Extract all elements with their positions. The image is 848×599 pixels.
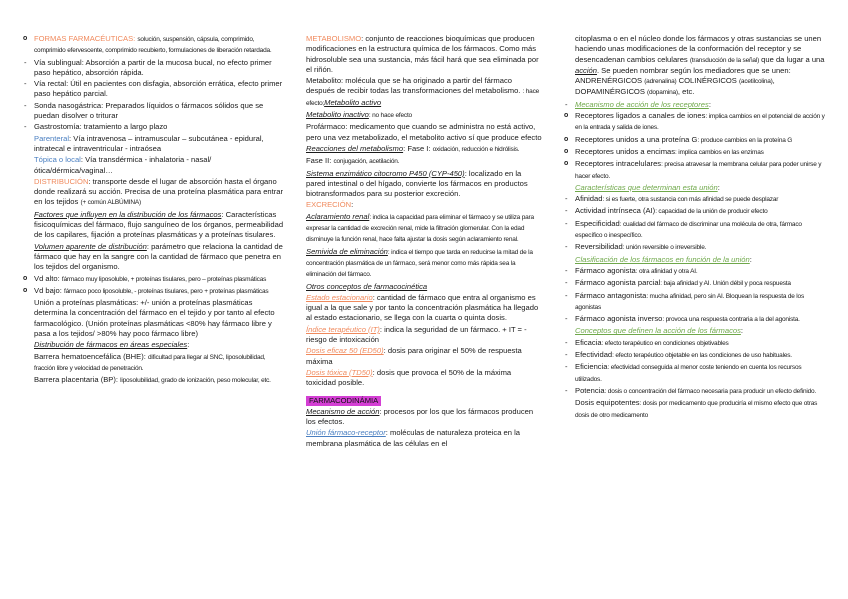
description: : Absorción a partir de la mucosa bucal, no efecto primer paso hepático, absorción rápida.	[34, 57, 272, 77]
section-heading: FARMACODINÁMIA	[306, 396, 381, 406]
list-item	[563, 266, 825, 277]
list-item	[22, 101, 284, 122]
list-item	[22, 34, 284, 57]
description: (acetilcolina)	[738, 78, 773, 86]
list-item	[22, 155, 284, 176]
description: : mucha afinidad, pero sin AI. Bloquean la respuesta de los agonistas	[575, 292, 805, 311]
description: : no hace efecto	[368, 112, 412, 120]
description: : Útil en pacientes con disfagia, absorción errática, efecto primer paso hepático parcial.	[34, 79, 283, 99]
description: solución, suspensión, cápsula, comprimido, comprimido efervescente, comprimido recubierto, formulaciones de liberación retardada.	[34, 36, 272, 55]
term: Dosis tóxica (TD50)	[306, 367, 373, 377]
description: : dosis o concentración del fármaco necesaria para producir un efecto definido.	[604, 387, 817, 395]
description: fármaco poco liposoluble, - proteínas tisulares, pero + proteínas plasmáticas	[63, 287, 269, 295]
description: : indica la capacidad para eliminar el fármaco y se utiliza para expresar la cantidad de excreción renal, mide la filtración glomerular. Con la edad disminuye la función renal, hace falta ajustar la dosis según aclaramiento renal.	[306, 213, 534, 244]
description: citoplasma o en el núcleo donde los fármacos y otras sustancias se unen haciendo unas modificaciones de la conformación del receptor y se desencadenan cambios celulares	[575, 34, 822, 64]
term: Estado estacionario	[306, 292, 373, 302]
description: : +/- unión a proteínas plasmáticas determina la concentración del fármaco en el tejido y por tanto al efecto farmacológico. (Unión proteínas plasmáticas <80% hay fármaco libre y pasa a los tejidos/ >80% hay poco fármaco libre)	[34, 298, 275, 339]
term: Dosis equipotentes	[575, 398, 640, 408]
term: Semivida de eliminación	[306, 246, 388, 256]
term: Gastrostomía	[34, 122, 80, 132]
list-item	[306, 156, 542, 167]
description: : transporte desde el lugar de absorción hasta el órgano donde realizará su acción. Precisa de una proteína plasmática para entrar en los tejidos	[34, 176, 284, 207]
term: DISTRIBUCIÓN	[34, 176, 89, 186]
term: Fármaco agonista	[575, 265, 636, 275]
description: , DOPAMINÉRGICOS	[575, 76, 775, 97]
description: : Vía intravenosa – intramuscular – subcutánea - epidural, intratecal e intraventricular - intraósea	[34, 133, 264, 153]
list-item	[563, 242, 825, 253]
list-item	[563, 147, 825, 158]
list-item	[306, 368, 542, 389]
description: liposolubilidad, grado de ionización, peso molecular, etc.	[120, 377, 271, 385]
list-item	[563, 386, 825, 397]
description: : dosis para originar el 50% de respuesta máxima	[306, 346, 522, 366]
description: , etc.	[677, 87, 695, 97]
list-item	[306, 293, 542, 324]
column-right	[563, 34, 825, 422]
term: Receptores intracelulares	[575, 159, 662, 169]
description: : hace efecto;	[306, 88, 540, 107]
term: Aclaramiento renal	[306, 211, 370, 221]
term: Otros conceptos de farmacocinética	[306, 281, 428, 291]
description: : Fase I:	[403, 143, 433, 153]
term: Sonda nasogástrica	[34, 100, 102, 110]
term: Unión fármaco-receptor	[306, 428, 386, 438]
term: Barrera placentaria (BP):	[34, 375, 121, 385]
term: Conceptos que definen la acción de los fármacos	[575, 326, 741, 336]
description: : tratamiento a largo plazo	[79, 122, 168, 132]
description: (adrenalina)	[644, 78, 677, 86]
term: Afinidad	[575, 194, 603, 204]
description: :	[187, 340, 190, 350]
term: EXCRECIÓN	[306, 200, 352, 210]
list-item	[306, 212, 542, 246]
term: FORMAS FARMACÉUTICAS:	[34, 34, 138, 43]
term: Receptores unidos a encimas	[575, 146, 676, 156]
description: : implica cambios en las enzimas	[675, 148, 764, 156]
list-item	[563, 100, 825, 110]
list-item	[306, 346, 542, 367]
list-item	[563, 206, 825, 217]
term: Vía rectal	[34, 79, 67, 89]
list-item	[306, 144, 542, 155]
list-item	[563, 278, 825, 289]
list-item	[563, 338, 825, 349]
term: acción	[575, 65, 597, 75]
list-item	[22, 58, 284, 79]
description: : cualidad del fármaco de discriminar una molécula de otra, fármaco específico o inespecífico.	[575, 220, 802, 240]
description: dificultad para llegar al SNC, liposolubilidad, fracción libre y velocidad de penetración.	[34, 353, 266, 372]
list-item	[306, 110, 542, 121]
description: :	[749, 254, 752, 264]
description: : cantidad de fármaco que entra al organismo es igual a la que sale y por tanto la concentración plasmática ha llegado al estado estacionario, se llega con la cuarta o quinta dosis.	[306, 292, 539, 323]
list-item	[22, 286, 284, 297]
term: Fármaco agonista parcial	[575, 278, 661, 288]
term: Vd bajo:	[34, 285, 64, 295]
description: : efectividad conseguida al menor coste teniendo en cuenta los recursos utilizados.	[575, 364, 802, 383]
term: Metabolito	[306, 76, 342, 86]
term: Eficacia	[575, 337, 602, 347]
term: Metabolito activo	[324, 97, 382, 107]
list-item	[563, 194, 825, 205]
term: Especificidad	[575, 218, 620, 228]
list-item	[306, 282, 542, 292]
term: Tópica o local	[34, 155, 81, 165]
term: Receptores unidos a una proteína G	[575, 134, 698, 144]
list-item	[306, 122, 542, 143]
description: : dosis por medicamento que produciría el mismo efecto que otras dosis de otro medicamento	[575, 400, 818, 419]
term: Fármaco antagonista	[575, 290, 647, 300]
list-item	[306, 34, 542, 75]
description: : provoca una respuesta contraria a la del agonista.	[662, 316, 800, 324]
term: Sistema enzimático citocromo P450 (CYP-450)	[306, 168, 465, 178]
list-item	[563, 326, 825, 336]
term: Mecanismo de acción	[306, 406, 380, 416]
list-item	[306, 76, 542, 109]
list-item	[22, 340, 284, 350]
description: fármaco muy liposoluble, + proteínas tisulares, pero – proteínas plasmáticas	[61, 275, 267, 283]
term: METABOLISMO	[306, 34, 362, 43]
description: : precisa atravesar la membrana celular para poder unirse y hacer efecto.	[575, 161, 822, 180]
description: : Preparados líquidos o fármacos sólidos que se puedan disolver o triturar	[34, 100, 264, 121]
term: Mecanismo de acción de los receptores	[575, 99, 709, 109]
list-item	[306, 169, 542, 200]
list-item	[563, 314, 825, 325]
description: : medicamento que cuando se administra no está activo, pero una vez metabolizado, el metabolito activo sí que produce efecto	[306, 122, 542, 142]
description: conjugación, acetilación.	[333, 158, 400, 166]
description: : localizado en la pared intestinal o del hígado, convierte los fármacos en productos biotransformados para su posterior excreción.	[306, 168, 528, 199]
term: Factores que influyen en la distribución de los fármacos	[34, 209, 222, 219]
description: : efecto terapéutico objetable en las condiciones de uso habituales.	[612, 352, 792, 360]
term: Características que determinan esta unión	[575, 182, 718, 192]
list-item	[22, 177, 284, 209]
description: : unión reversible o irreversible.	[622, 244, 707, 252]
description: :	[717, 182, 720, 192]
term: Distribución de fármacos en áreas especiales	[34, 340, 188, 350]
list-item	[563, 111, 825, 134]
description: : molécula que se ha originado a partir del fármaco después de recibir todas las transformaciones del metabolismo.	[306, 76, 523, 96]
description: (+ común ALBÚMINA)	[80, 199, 141, 207]
term: Reversibilidad	[575, 242, 623, 252]
description: : indica el tiempo que tarda en reducirse la mitad de la concentración plasmática de un fármaco, será menor como más rápida sea la eliminación del fármaco.	[306, 248, 533, 279]
list-item	[22, 122, 284, 132]
description: COLINÉRGICOS	[676, 76, 739, 86]
list-item	[22, 375, 284, 386]
term: Metabolito inactivo	[306, 110, 369, 120]
list-item	[22, 274, 284, 285]
term: Eficiencia	[575, 362, 608, 372]
description: : capacidad de la unión de producir efecto	[655, 208, 768, 216]
description: Fase II:	[306, 156, 334, 166]
list-item	[22, 352, 284, 375]
description: : procesos por los que los fármacos producen los efectos.	[306, 406, 534, 427]
term: Barrera hematoencefálica (BHE):	[34, 351, 148, 361]
term: Vía sublingual	[34, 57, 82, 67]
description: : implica cambios en el potencial de acción y en la entrada y salida de iones.	[575, 113, 825, 132]
list-item	[306, 200, 542, 210]
description: :	[740, 326, 744, 336]
list-item	[563, 255, 825, 265]
term: Receptores ligados a canales de iones	[575, 111, 706, 121]
term: Índice terapéutico (IT)	[306, 324, 380, 334]
description: : produce cambios en la proteína G	[697, 136, 793, 144]
list-item	[563, 291, 825, 314]
description: oxidación, reducción e hidrólisis.	[432, 145, 520, 153]
term: Fármaco agonista inverso	[575, 314, 663, 324]
list-item	[563, 398, 825, 421]
list-item	[563, 183, 825, 193]
description: :	[351, 200, 354, 210]
description: : dosis que provoca el 50% de la máxima toxicidad posible.	[306, 367, 512, 388]
list-item	[563, 219, 825, 242]
description: que da lugar a una	[759, 54, 825, 64]
term: Parenteral	[34, 133, 70, 143]
description: : efecto terapéutico en condiciones objetivables	[601, 339, 729, 347]
list-item	[22, 134, 284, 155]
description: : si es fuerte, otra sustancia con más afinidad se puede desplazar	[602, 196, 779, 204]
list-item	[563, 34, 825, 99]
description: : Características fisicoquímicas del fármaco, flujo sanguíneo de los órganos, permeabilidad de los capilares, fijación a proteínas plasmáticas y a proteínas tisulares.	[34, 209, 284, 240]
description: . Se pueden nombrar según los mediadores que se unen: ANDRENÉRGICOS	[575, 65, 791, 86]
list-item	[306, 428, 542, 449]
term: Potencia	[575, 385, 605, 395]
list-item	[22, 298, 284, 339]
list-item	[22, 79, 284, 100]
description: (transducción de la señal)	[689, 56, 760, 64]
description: : baja afinidad y AI. Unión débil y poca respuesta	[660, 280, 791, 288]
description: : Vía transdérmica - inhalatoria - nasal/ótica/dérmica/vaginal…	[34, 155, 212, 175]
term: Vd alto:	[34, 273, 62, 283]
list-item	[563, 350, 825, 361]
term: Clasificación de los fármacos en función de la unión	[575, 254, 750, 264]
term: Reacciones del metabolismo	[306, 143, 404, 153]
list-item	[563, 135, 825, 146]
term: Efectividad	[575, 350, 613, 360]
description: : indica la seguridad de un fármaco. + IT = - riesgo de intoxicación	[306, 324, 527, 345]
list-item	[306, 325, 542, 346]
column-middle	[306, 34, 542, 450]
description: : moléculas de naturaleza proteica en la membrana plasmática de las células en el	[306, 428, 521, 448]
column-left	[22, 34, 284, 388]
term: Volumen aparente de distribución	[34, 241, 147, 251]
description: : parámetro que relaciona la cantidad de fármaco que hay en la sangre con la cantidad de fármaco que penetra en los tejidos del organismo.	[34, 241, 283, 272]
list-item	[306, 407, 542, 428]
list-item	[22, 210, 284, 241]
description: : otra afinidad y otra AI.	[635, 267, 698, 275]
term: Unión a proteínas plasmáticas	[34, 298, 137, 308]
description: : conjunto de reacciones bioquímicas que producen modificaciones en la estructura química de los fármacos. Como más hidrosoluble sea una sustancia, más fácil hará que sea eliminada por el riñón.	[306, 34, 539, 74]
term: Profármaco	[306, 122, 346, 132]
list-item	[306, 390, 542, 406]
description: :	[708, 99, 711, 109]
list-item	[563, 362, 825, 385]
description: (dopamina)	[647, 89, 678, 97]
list-item	[563, 159, 825, 182]
list-item	[22, 242, 284, 273]
list-item	[306, 247, 542, 281]
term: Dosis eficaz 50 (ED50)	[306, 346, 384, 356]
term: Actividad intrínseca (AI)	[575, 206, 656, 216]
